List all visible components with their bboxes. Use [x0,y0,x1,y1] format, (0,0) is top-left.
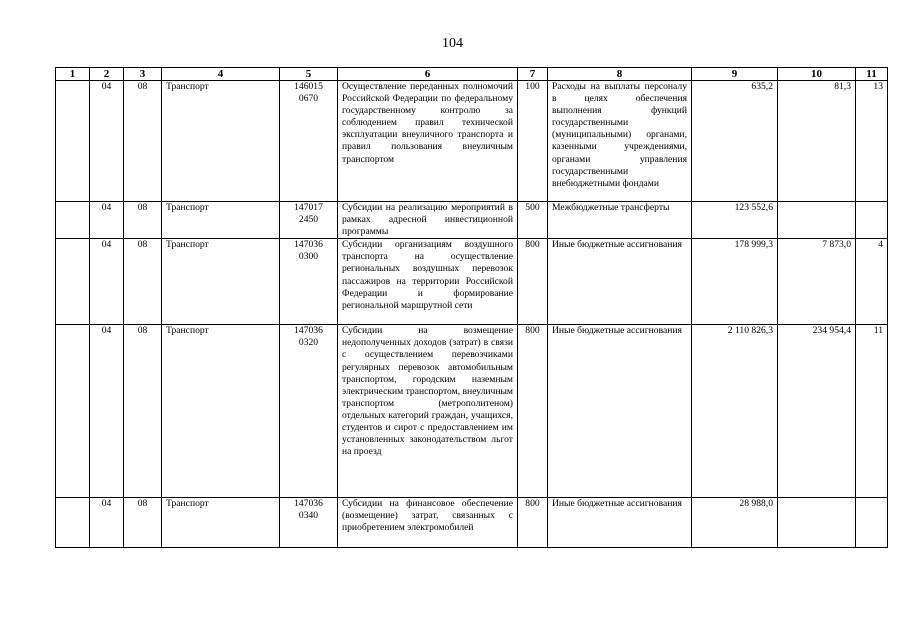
cell-amount-2: 234 954,4 [778,325,856,498]
cell-target-code [280,325,338,498]
cell-name: Транспорт [162,498,280,548]
column-header-6: 6 [338,68,518,81]
cell-subsection: 08 [124,202,162,239]
column-header-7: 7 [518,68,548,81]
cell-col11: 13 [856,81,888,202]
cell-amount: 635,2 [692,81,778,202]
cell-col11 [856,202,888,239]
column-header-2: 2 [90,68,124,81]
column-header-9: 9 [692,68,778,81]
cell-section: 04 [90,498,124,548]
cell-description: Субсидии на реализацию мероприятий в рамках адресной инвестиционной программы [338,202,518,239]
column-header-8: 8 [548,68,692,81]
target-code-part2: 0340 [298,510,319,522]
column-header-5: 5 [280,68,338,81]
cell-expense-type: 800 [518,498,548,548]
cell-description: Субсидии на возмещение недополученных доходов (затрат) в связи с осуществлением перевозчиками регулярных перевозок автомобильным транспортом, городским наземным электрическим транспортом, внеуличным транспортом (метрополитеном) отдельных категорий граждан, учащихся, студентов и сирот с предоставлением им установленных законодательством льгот на проезд [338,325,518,498]
target-code-part1: 147036 [294,325,323,337]
table-row [56,498,888,548]
cell-description: Субсидии на финансовое обеспечение (возмещение) затрат, связанных с приобретением электромобилей [338,498,518,548]
cell-subsection: 08 [124,325,162,498]
cell-col1 [56,325,90,498]
header-row [56,68,888,81]
cell-col1 [56,239,90,325]
column-header-3: 3 [124,68,162,81]
cell-expense-name: Иные бюджетные ассигнования [548,498,692,548]
table-row [56,239,888,325]
cell-section: 04 [90,81,124,202]
cell-amount-2: 7 873,0 [778,239,856,325]
cell-name: Транспорт [162,325,280,498]
table-row [56,202,888,239]
cell-amount: 28 988,0 [692,498,778,548]
target-code-part1: 147036 [294,239,323,251]
cell-target-code [280,498,338,548]
cell-section: 04 [90,325,124,498]
cell-col11 [856,498,888,548]
cell-col1 [56,81,90,202]
cell-col11: 4 [856,239,888,325]
cell-col1 [56,202,90,239]
table-row [56,325,888,498]
cell-section: 04 [90,202,124,239]
cell-description: Осуществление переданных полномочий Российской Федерации по федеральному государственному контролю за соблюдением правил технической эксплуатации внеуличного транспорта и правил пользования внеуличным транспортом [338,81,518,202]
column-header-10: 10 [778,68,856,81]
cell-section: 04 [90,239,124,325]
cell-target-code [280,202,338,239]
cell-name: Транспорт [162,202,280,239]
cell-expense-type: 500 [518,202,548,239]
cell-name: Транспорт [162,239,280,325]
cell-col11: 11 [856,325,888,498]
column-header-4: 4 [162,68,280,81]
cell-amount: 123 552,6 [692,202,778,239]
cell-expense-name: Иные бюджетные ассигнования [548,325,692,498]
cell-target-code [280,239,338,325]
cell-col1 [56,498,90,548]
target-code-part2: 0670 [298,93,319,105]
cell-amount-2 [778,498,856,548]
cell-expense-name: Иные бюджетные ассигнования [548,239,692,325]
cell-expense-name: Расходы на выплаты персоналу в целях обеспечения выполнения функций государственными (муниципальными) органами, казенными учреждениями, органами управления государственными внебюджетными фондами [548,81,692,202]
cell-subsection: 08 [124,498,162,548]
cell-amount-2 [778,202,856,239]
table-row [56,81,888,202]
cell-amount: 2 110 826,3 [692,325,778,498]
target-code-part1: 146015 [294,81,323,92]
cell-expense-type: 800 [518,239,548,325]
column-header-1: 1 [56,68,90,81]
cell-amount: 178 999,3 [692,239,778,325]
page-number: 104 [442,36,463,51]
cell-expense-name: Межбюджетные трансферты [548,202,692,239]
target-code-part2: 0300 [298,251,319,263]
cell-subsection: 08 [124,239,162,325]
budget-table [55,67,888,548]
target-code-part1: 147036 [294,498,323,510]
target-code-part2: 0320 [298,337,319,349]
cell-amount-2: 81,3 [778,81,856,202]
cell-target-code [280,81,338,202]
cell-subsection: 08 [124,81,162,202]
cell-expense-type: 100 [518,81,548,202]
cell-name: Транспорт [162,81,280,202]
target-code-part2: 2450 [298,214,319,226]
cell-description: Субсидии организациям воздушного транспорта на осуществление региональных воздушных перевозок пассажиров на территории Российской Федерации и формирование региональной маршрутной сети [338,239,518,325]
cell-expense-type: 800 [518,325,548,498]
column-header-11: 11 [856,68,888,81]
target-code-part1: 147017 [294,202,323,213]
